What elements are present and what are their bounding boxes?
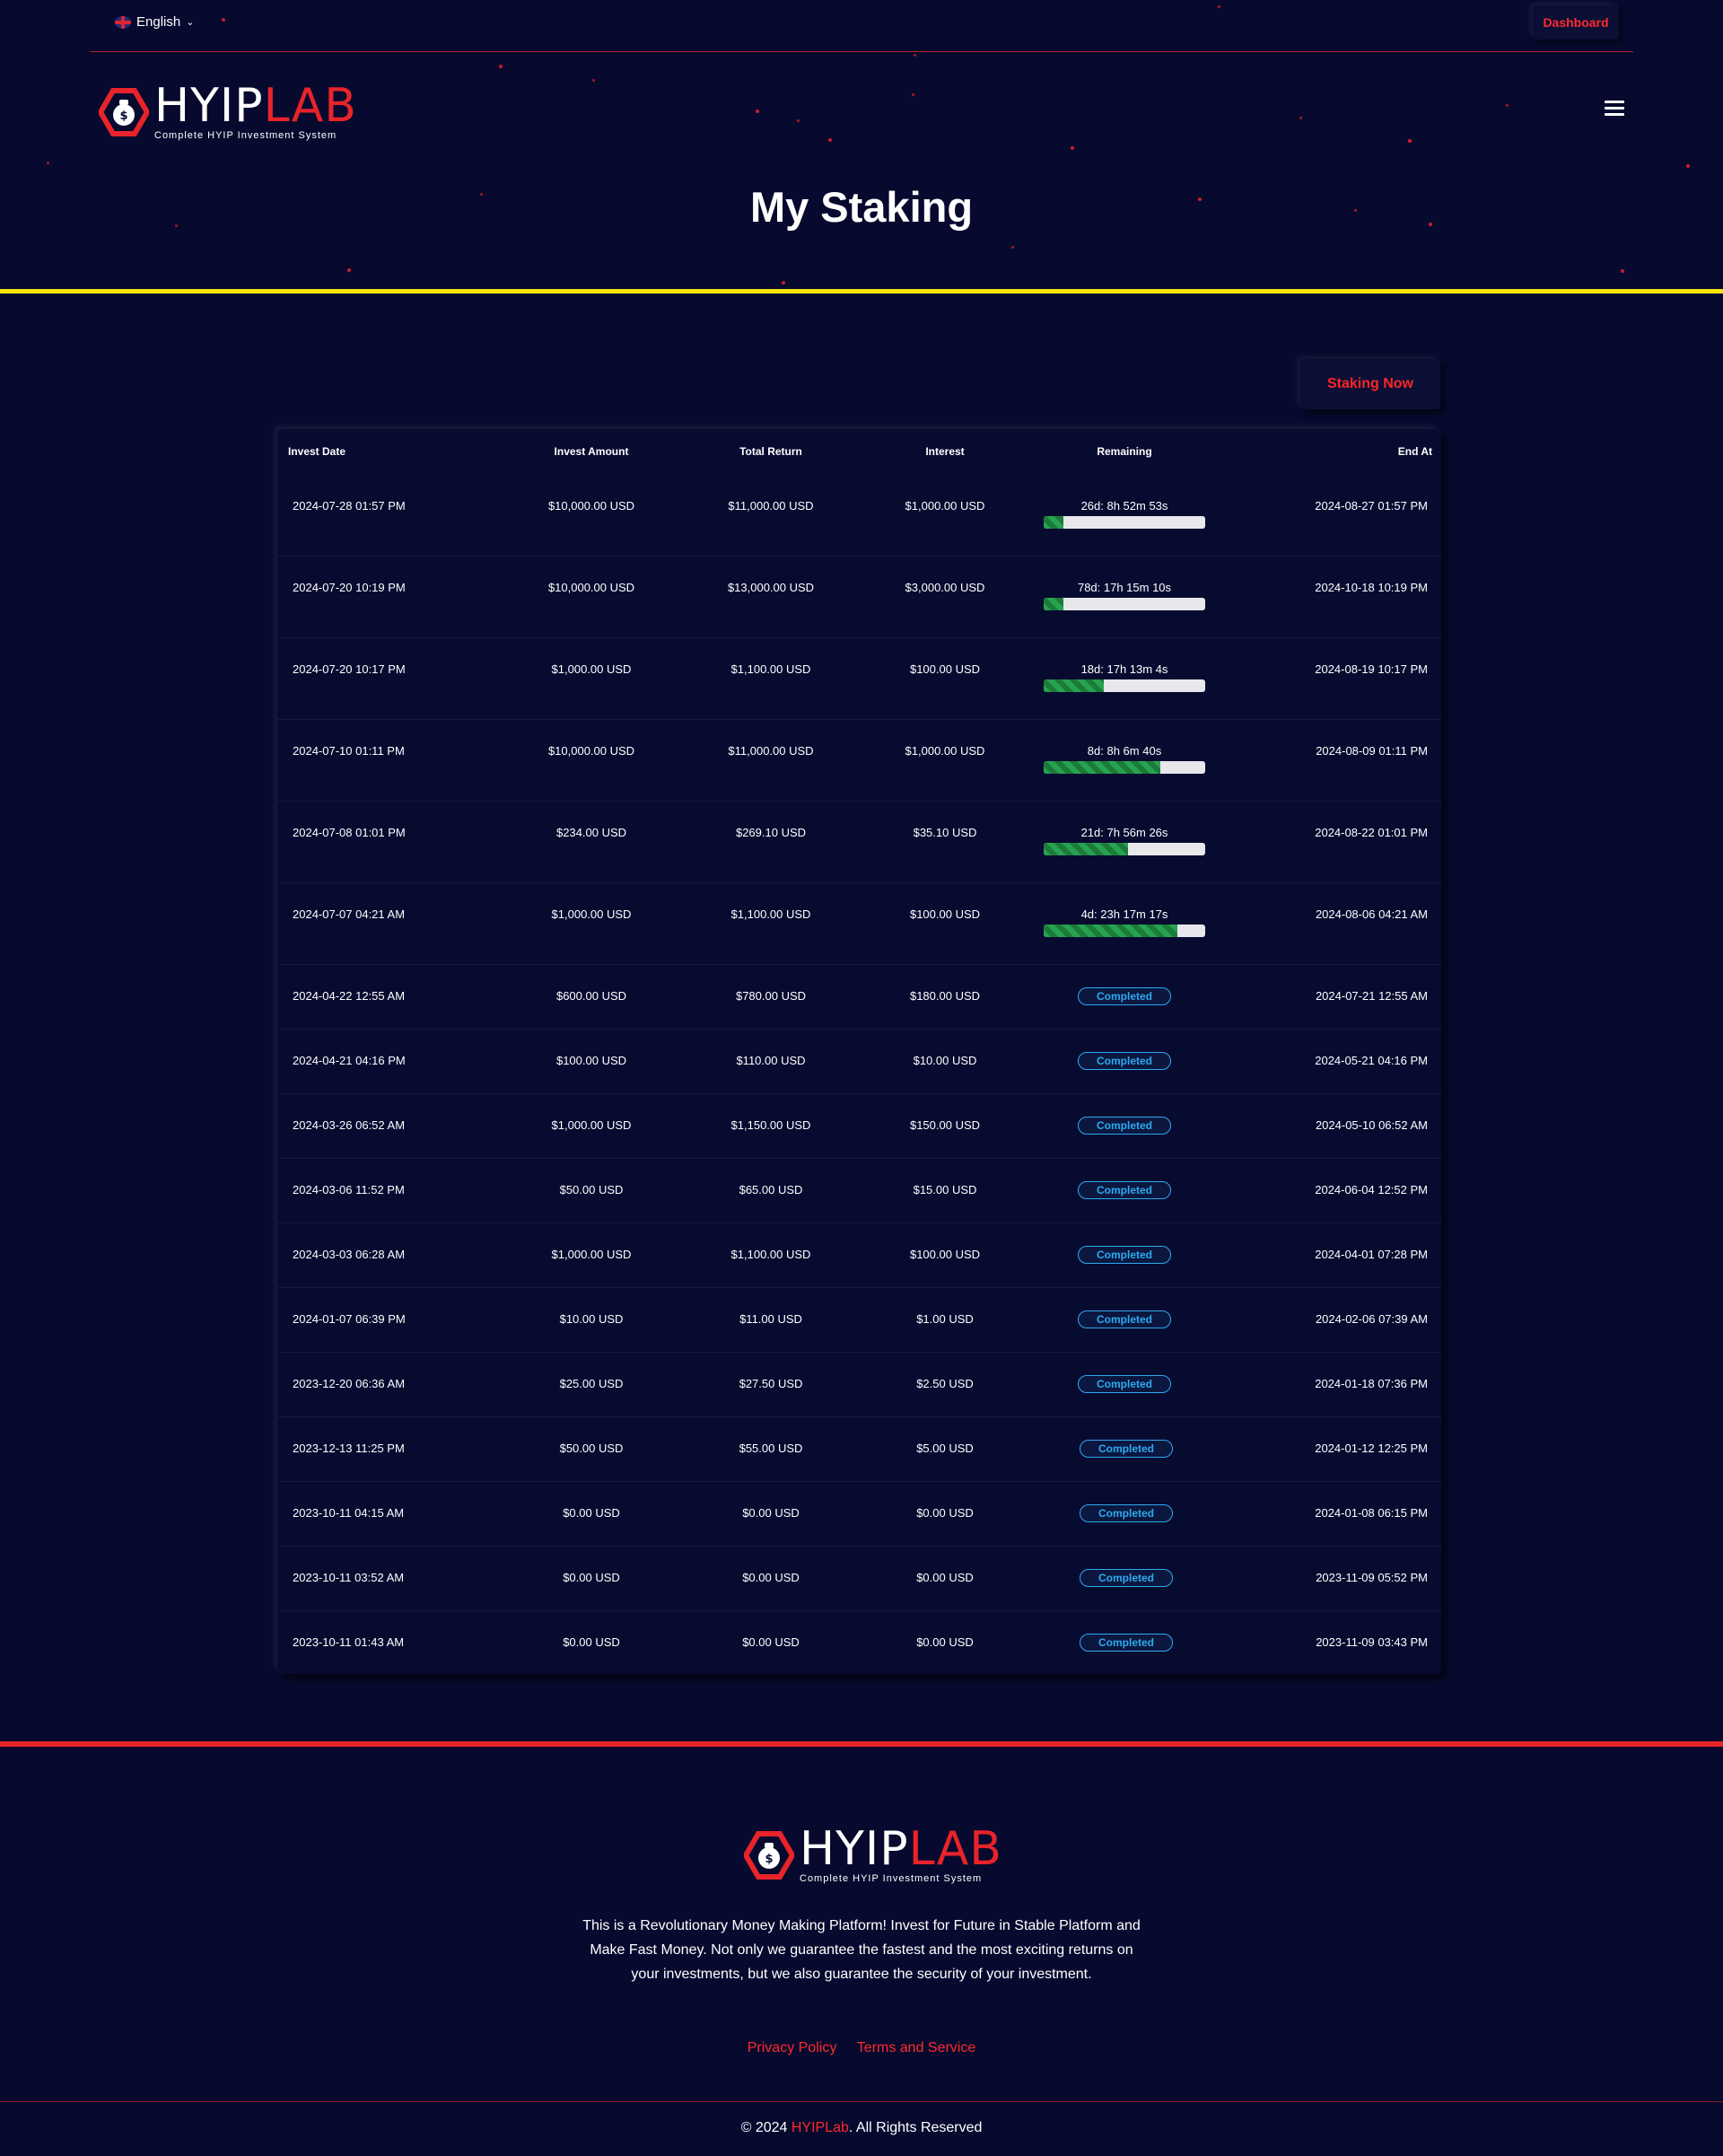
- header-remaining: Remaining: [1097, 445, 1152, 458]
- end-at-cell: 2024-05-21 04:16 PM: [1315, 1054, 1428, 1067]
- interest-cell: $180.00 USD: [909, 989, 981, 1003]
- interest-cell: $1,000.00 USD: [905, 744, 985, 758]
- table-row: [277, 1158, 1441, 1223]
- header-invest-date: Invest Date: [288, 445, 346, 458]
- invest-date-cell: 2024-04-22 12:55 AM: [293, 989, 406, 1003]
- progress-bar: [1044, 598, 1205, 610]
- total-return-cell: $0.00 USD: [742, 1506, 800, 1520]
- end-at-cell: 2024-01-08 06:15 PM: [1315, 1506, 1428, 1520]
- invest-date-cell: 2024-07-20 10:19 PM: [293, 581, 406, 594]
- remaining-time: 8d: 8h 6m 40s: [1087, 744, 1162, 758]
- end-at-cell: 2024-08-22 01:01 PM: [1315, 826, 1428, 839]
- invest-date-cell: 2023-12-20 06:36 AM: [293, 1377, 406, 1390]
- terms-of-service-link[interactable]: Terms and Service: [856, 2040, 976, 2055]
- total-return-cell: $13,000.00 USD: [727, 581, 815, 594]
- table-row: [277, 556, 1441, 638]
- end-at-cell: 2024-04-01 07:28 PM: [1315, 1248, 1428, 1261]
- progress-bar: [1044, 843, 1205, 855]
- end-at-cell: 2024-08-06 04:21 AM: [1315, 907, 1428, 921]
- invest-amount-cell: $100.00 USD: [555, 1054, 627, 1067]
- logo-text-hyip: HYIP: [154, 79, 264, 133]
- table-row: [277, 964, 1441, 1030]
- invest-date-cell: 2024-01-07 06:39 PM: [293, 1312, 406, 1326]
- end-at-cell: 2024-01-18 07:36 PM: [1315, 1377, 1428, 1390]
- end-at-cell: 2024-02-06 07:39 AM: [1315, 1312, 1428, 1326]
- progress-fill: [1044, 761, 1160, 774]
- progress-bar: [1044, 761, 1205, 774]
- end-at-cell: 2024-01-12 12:25 PM: [1315, 1442, 1428, 1455]
- end-at-cell: 2024-07-21 12:55 AM: [1315, 989, 1428, 1003]
- invest-amount-cell: $0.00 USD: [563, 1571, 620, 1584]
- uk-flag-icon: [115, 16, 131, 29]
- invest-amount-cell: $1,000.00 USD: [551, 1248, 632, 1261]
- table-row: [277, 1352, 1441, 1417]
- end-at-cell: 2024-10-18 10:19 PM: [1315, 581, 1428, 594]
- invest-amount-cell: $600.00 USD: [555, 989, 627, 1003]
- progress-bar: [1044, 925, 1205, 937]
- total-return-cell: $65.00 USD: [739, 1183, 803, 1196]
- svg-text:$: $: [765, 1852, 774, 1866]
- interest-cell: $0.00 USD: [916, 1506, 974, 1520]
- progress-fill: [1044, 679, 1104, 692]
- invest-amount-cell: $10,000.00 USD: [547, 581, 635, 594]
- total-return-cell: $1,100.00 USD: [730, 662, 811, 676]
- invest-date-cell: 2023-10-11 03:52 AM: [293, 1571, 405, 1584]
- invest-date-cell: 2023-10-11 01:43 AM: [293, 1635, 405, 1649]
- interest-cell: $0.00 USD: [916, 1635, 974, 1649]
- total-return-cell: $11,000.00 USD: [728, 744, 814, 758]
- money-bag-logo-icon: [744, 1830, 794, 1880]
- table-row: [277, 1093, 1441, 1159]
- invest-amount-cell: $1,000.00 USD: [551, 662, 632, 676]
- hamburger-menu-icon[interactable]: [1605, 101, 1624, 119]
- header-invest-amount: Invest Amount: [554, 445, 629, 458]
- interest-cell: $100.00 USD: [909, 907, 981, 921]
- end-at-cell: 2024-06-04 12:52 PM: [1315, 1183, 1428, 1196]
- total-return-cell: $110.00 USD: [736, 1054, 806, 1067]
- remaining-time: 4d: 23h 17m 17s: [1080, 907, 1168, 921]
- dashboard-button[interactable]: Dashboard: [1533, 5, 1619, 39]
- progress-fill: [1044, 516, 1063, 529]
- status-badge: Completed: [1078, 1117, 1171, 1135]
- total-return-cell: $11,000.00 USD: [728, 499, 814, 513]
- status-badge: Completed: [1078, 987, 1171, 1005]
- page-title: My Staking: [749, 183, 974, 231]
- invest-amount-cell: $50.00 USD: [559, 1442, 624, 1455]
- table-row: [277, 1610, 1441, 1674]
- remaining-time: 78d: 17h 15m 10s: [1077, 581, 1172, 594]
- end-at-cell: 2023-11-09 05:52 PM: [1316, 1571, 1428, 1584]
- end-at-cell: 2024-08-09 01:11 PM: [1316, 744, 1428, 758]
- table-row: [277, 1287, 1441, 1353]
- chevron-down-icon: ⌄: [186, 17, 195, 28]
- invest-amount-cell: $0.00 USD: [563, 1635, 620, 1649]
- table-row: [277, 474, 1441, 557]
- table-row: [277, 1546, 1441, 1611]
- interest-cell: $100.00 USD: [909, 662, 981, 676]
- copyright-brand-link[interactable]: HYIPLab: [791, 2120, 849, 2135]
- progress-fill: [1044, 598, 1063, 610]
- progress-fill: [1044, 925, 1177, 937]
- header-end-at: End At: [1397, 445, 1432, 458]
- end-at-cell: 2024-08-27 01:57 PM: [1315, 499, 1428, 513]
- staking-now-button[interactable]: Staking Now: [1300, 359, 1440, 409]
- invest-date-cell: 2024-03-26 06:52 AM: [293, 1118, 406, 1132]
- table-row: [277, 719, 1441, 802]
- invest-amount-cell: $10.00 USD: [559, 1312, 624, 1326]
- invest-date-cell: 2024-03-06 11:52 PM: [293, 1183, 405, 1196]
- copyright-suffix: . All Rights Reserved: [848, 2120, 983, 2135]
- table-header: [277, 429, 1441, 474]
- header-interest: Interest: [925, 445, 965, 458]
- remaining-time: 21d: 7h 56m 26s: [1080, 826, 1168, 839]
- money-bag-logo-icon: [99, 87, 149, 137]
- invest-date-cell: 2024-07-07 04:21 AM: [293, 907, 406, 921]
- remaining-time: 18d: 17h 13m 4s: [1080, 662, 1168, 676]
- total-return-cell: $11.00 USD: [739, 1312, 802, 1326]
- total-return-cell: $1,100.00 USD: [730, 1248, 811, 1261]
- progress-bar: [1044, 679, 1205, 692]
- total-return-cell: $0.00 USD: [742, 1635, 800, 1649]
- progress-fill: [1044, 843, 1128, 855]
- invest-amount-cell: $10,000.00 USD: [547, 499, 635, 513]
- total-return-cell: $55.00 USD: [739, 1442, 803, 1455]
- interest-cell: $150.00 USD: [909, 1118, 981, 1132]
- logo-text-lab: LAB: [908, 1822, 1002, 1876]
- interest-cell: $10.00 USD: [913, 1054, 977, 1067]
- interest-cell: $3,000.00 USD: [905, 581, 985, 594]
- interest-cell: $35.10 USD: [913, 826, 977, 839]
- invest-date-cell: 2024-07-20 10:17 PM: [293, 662, 406, 676]
- interest-cell: $100.00 USD: [909, 1248, 981, 1261]
- end-at-cell: 2024-08-19 10:17 PM: [1315, 662, 1428, 676]
- status-badge: Completed: [1080, 1504, 1173, 1522]
- copyright-prefix: © 2024: [740, 2120, 792, 2135]
- invest-amount-cell: $50.00 USD: [559, 1183, 624, 1196]
- total-return-cell: $27.50 USD: [739, 1377, 803, 1390]
- logo-text-lab: LAB: [263, 79, 357, 133]
- invest-date-cell: 2023-12-13 11:25 PM: [293, 1442, 405, 1455]
- logo-tagline: Complete HYIP Investment System: [800, 1873, 983, 1884]
- site-logo[interactable]: [99, 79, 357, 141]
- invest-date-cell: 2024-07-10 01:11 PM: [293, 744, 405, 758]
- status-badge: Completed: [1078, 1181, 1171, 1199]
- invest-amount-cell: $0.00 USD: [563, 1506, 620, 1520]
- footer-links: [0, 2040, 1723, 2056]
- table-row: [277, 1416, 1441, 1482]
- privacy-policy-link[interactable]: Privacy Policy: [747, 2040, 837, 2055]
- table-row: [277, 1029, 1441, 1094]
- table-row: [277, 637, 1441, 720]
- language-label: English: [136, 14, 181, 30]
- status-badge: Completed: [1078, 1052, 1171, 1070]
- staking-table: [277, 429, 1441, 1674]
- invest-date-cell: 2024-04-21 04:16 PM: [293, 1054, 406, 1067]
- invest-date-cell: 2024-07-08 01:01 PM: [293, 826, 406, 839]
- header-total-return: Total Return: [739, 445, 802, 458]
- end-at-cell: 2024-05-10 06:52 AM: [1315, 1118, 1428, 1132]
- status-badge: Completed: [1078, 1246, 1171, 1264]
- total-return-cell: $1,150.00 USD: [730, 1118, 811, 1132]
- footer-divider: [0, 1741, 1723, 1747]
- invest-amount-cell: $25.00 USD: [559, 1377, 624, 1390]
- interest-cell: $5.00 USD: [916, 1442, 974, 1455]
- total-return-cell: $1,100.00 USD: [730, 907, 811, 921]
- logo-tagline: Complete HYIP Investment System: [154, 130, 337, 141]
- invest-date-cell: 2023-10-11 04:15 AM: [293, 1506, 405, 1520]
- table-row: [277, 1223, 1441, 1288]
- total-return-cell: $0.00 USD: [742, 1571, 800, 1584]
- remaining-time: 26d: 8h 52m 53s: [1080, 499, 1168, 513]
- footer-description: This is a Revolutionary Money Making Platform! Invest for Future in Stable Platform and Make Fast Money. Not only we guarantee the fastest and the most exciting returns on your investments, but we also guarantee the security of your investment.: [582, 1918, 1141, 1982]
- header-divider: [0, 289, 1723, 294]
- status-badge: Completed: [1080, 1634, 1173, 1652]
- language-selector[interactable]: [115, 14, 194, 30]
- status-badge: Completed: [1080, 1440, 1173, 1458]
- table-row: [277, 882, 1441, 965]
- svg-text:$: $: [119, 109, 128, 123]
- footer-logo[interactable]: [744, 1822, 1002, 1884]
- progress-bar: [1044, 516, 1205, 529]
- interest-cell: $0.00 USD: [916, 1571, 974, 1584]
- interest-cell: $1.00 USD: [916, 1312, 974, 1326]
- invest-amount-cell: $1,000.00 USD: [551, 907, 632, 921]
- table-row: [277, 1481, 1441, 1547]
- table-row: [277, 801, 1441, 883]
- invest-amount-cell: $234.00 USD: [555, 826, 627, 839]
- top-bar: [90, 0, 1633, 52]
- invest-date-cell: 2024-07-28 01:57 PM: [293, 499, 406, 513]
- invest-amount-cell: $1,000.00 USD: [551, 1118, 632, 1132]
- invest-date-cell: 2024-03-03 06:28 AM: [293, 1248, 406, 1261]
- footer-separator: [0, 2101, 1723, 2102]
- invest-amount-cell: $10,000.00 USD: [547, 744, 635, 758]
- end-at-cell: 2023-11-09 03:43 PM: [1316, 1635, 1428, 1649]
- status-badge: Completed: [1078, 1375, 1171, 1393]
- total-return-cell: $269.10 USD: [735, 826, 807, 839]
- total-return-cell: $780.00 USD: [735, 989, 807, 1003]
- interest-cell: $1,000.00 USD: [905, 499, 985, 513]
- status-badge: Completed: [1078, 1310, 1171, 1328]
- interest-cell: $2.50 USD: [916, 1377, 974, 1390]
- copyright: [0, 2120, 1723, 2136]
- interest-cell: $15.00 USD: [913, 1183, 977, 1196]
- logo-text-hyip: HYIP: [800, 1822, 909, 1876]
- status-badge: Completed: [1080, 1569, 1173, 1587]
